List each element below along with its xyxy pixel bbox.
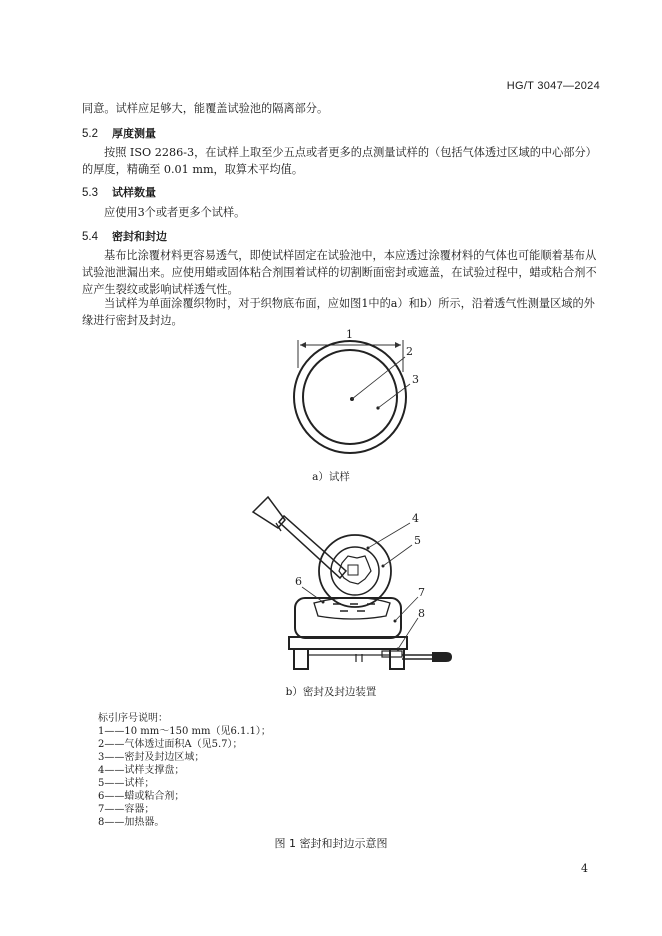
section-number: 5.4	[82, 231, 98, 243]
brush-handle	[279, 516, 346, 578]
section-title: 厚度测量	[112, 127, 156, 140]
inner-ring	[303, 350, 397, 444]
page-number: 4	[581, 862, 588, 875]
label-4: 4	[412, 512, 419, 525]
figure-a-specimen	[294, 328, 419, 453]
label-5: 5	[414, 534, 421, 547]
standard-number: HG/T 3047—2024	[506, 80, 600, 92]
legend-item: 1——10 mm～150 mm（见6.1.1）；	[98, 726, 271, 737]
label-6: 6	[295, 575, 302, 588]
label-8: 8	[418, 607, 425, 620]
container	[295, 598, 401, 638]
figure-legend	[98, 712, 271, 829]
paragraph-sealing-1: 基布比涂覆材料更容易透气，即使试样固定在试验池中，本应透过涂覆材料的气体也可能顺着基布从试验池泄漏出来。应使用蜡或固体粘合剂围着试样的切割断面密封或遮盖，在试验过程中，蜡或粘合剂不应产生裂纹或影响试样透气性。	[82, 249, 597, 296]
specimen-disc	[319, 535, 391, 607]
section-title: 试样数量	[112, 186, 156, 199]
section-title: 密封和封边	[112, 230, 167, 243]
outer-ring	[294, 341, 406, 453]
legend-item: 3——密封及封边区域；	[98, 752, 205, 763]
legend-item: 5——试样；	[98, 778, 155, 789]
label-7: 7	[418, 586, 425, 599]
figure-title: 图 1 密封和封边示意图	[274, 837, 388, 850]
figure-b-apparatus	[253, 497, 452, 669]
intro-paragraph: 同意。试样应足够大，能覆盖试验池的隔离部分。	[82, 102, 329, 115]
paragraph-quantity: 应使用3个或者更多个试样。	[104, 206, 246, 219]
legend-item: 7——容器；	[98, 804, 155, 815]
legend-item: 4——试样支撑盘；	[98, 765, 185, 776]
label-2: 2	[406, 345, 413, 358]
section-number: 5.3	[82, 187, 98, 199]
paragraph-thickness: 按照 ISO 2286-3，在试样上取至少五点或者更多的点测量试样的（包括气体透过区域的中心部分）的厚度，精确至 0.01 mm，取算术平均值。	[82, 146, 597, 176]
legend-item: 6——蜡或粘合剂；	[98, 791, 185, 802]
legend-item: 2——气体透过面积A（见5.7）；	[98, 739, 243, 750]
figure-a-caption: a）试样	[312, 471, 350, 483]
legend-item: 8——加热器。	[98, 817, 165, 828]
label-3: 3	[412, 373, 419, 386]
paragraph-sealing-2: 当试样为单面涂覆织物时，对于织物底布面，应如图1中的a）和b）所示，沿着透气性测量区域的外缘进行密封及封边。	[82, 297, 595, 327]
section-number: 5.2	[82, 128, 98, 140]
heater-plug	[432, 652, 452, 662]
legend-title: 标引序号说明：	[98, 713, 168, 724]
figure-b-caption: b）密封及封边装置	[285, 686, 377, 698]
label-1: 1	[346, 328, 353, 341]
